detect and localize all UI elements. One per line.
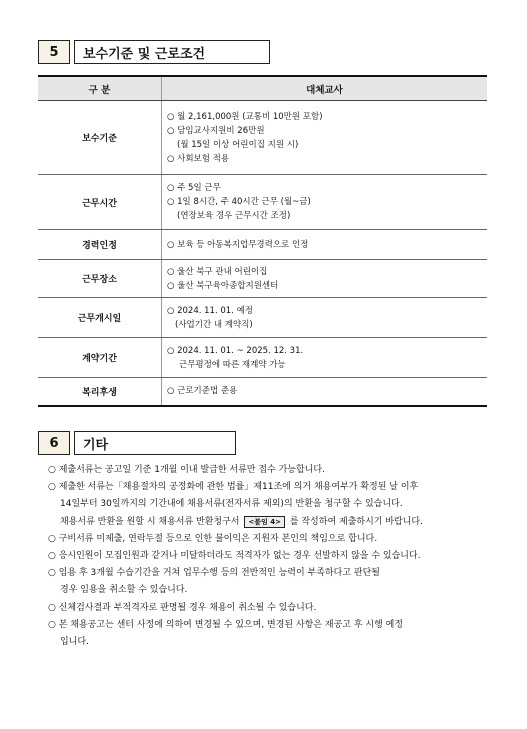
row-label: 계약기간 <box>38 338 162 378</box>
note-item: ○ 제출서류는 공고일 기준 1개월 이내 발급한 서류만 접수 가능합니다. <box>48 465 325 475</box>
value-line: (월 15일 이상 어린이집 지원 시) <box>177 139 299 150</box>
table-row <box>38 378 487 406</box>
value-line: ○ 월 2,161,000원 (교통비 10만원 포함) <box>167 111 323 122</box>
header-category: 구 분 <box>38 76 162 101</box>
section-5-header <box>38 40 270 64</box>
note-continuation: 14일부터 30일까지의 기간내에 채용서류(전자서류 제외)의 반환을 청구할 수 있습니다. <box>60 499 403 510</box>
notes-list <box>48 462 488 651</box>
table-row <box>38 175 487 230</box>
note-continuation: 경우 임용을 취소할 수 있습니다. <box>60 585 188 596</box>
note-item: ○ 신체검사결과 부적격자로 판명될 경우 채용이 취소될 수 있습니다. <box>48 602 317 613</box>
value-line: (사업기간 내 계약직) <box>175 319 253 330</box>
value-line: ○ 사회보험 적용 <box>167 153 230 164</box>
row-label: 보수기준 <box>38 101 162 175</box>
row-label: 근무시간 <box>38 175 162 230</box>
value-line: ○ 2024. 11. 01. 예정 <box>167 305 254 316</box>
table-header-row <box>38 76 487 101</box>
table-row <box>38 260 487 298</box>
note-text: 를 작성하여 제출하시기 바랍니다. <box>289 516 423 527</box>
row-value <box>162 378 488 406</box>
value-line: (연장보육 경우 근무시간 조정) <box>177 211 291 221</box>
row-label: 근무개시일 <box>38 298 162 338</box>
value-line: 근무평정에 따른 재계약 가능 <box>179 359 286 370</box>
note-item: ○ 본 채용공고는 센터 사정에 의하여 변경될 수 있으며, 변경된 사항은 재공고 후 시행 예정 <box>48 619 404 630</box>
section-title: 기타 <box>74 431 236 455</box>
attachment-badge: <붙임 4> <box>244 516 285 528</box>
row-value <box>162 230 488 260</box>
note-item: ○ 임용 후 3개월 수습기간을 거쳐 업무수행 등의 전반적인 능력이 부족하다고 판단될 <box>48 568 380 579</box>
working-conditions-table <box>38 75 487 407</box>
value-line: ○ 근로기준법 준용 <box>167 386 238 397</box>
row-value <box>162 260 488 298</box>
table-row <box>38 298 487 338</box>
row-value <box>162 101 488 175</box>
row-value <box>162 298 488 338</box>
note-item: ○ 응시인원이 모집인원과 같거나 미달하더라도 적격자가 없는 경우 선발하지 않을 수 있습니다. <box>48 551 421 562</box>
value-line: ○ 담임교사지원비 26만원 <box>167 125 265 136</box>
value-line: ○ 울산 북구육아종합지원센터 <box>167 280 279 291</box>
row-label: 경력인정 <box>38 230 162 260</box>
value-line: ○ 1일 8시간, 주 40시간 근무 (월~금) <box>167 197 311 207</box>
table-row <box>38 338 487 378</box>
table-row <box>38 230 487 260</box>
row-label: 근무장소 <box>38 260 162 298</box>
note-continuation <box>48 514 488 531</box>
value-line: ○ 주 5일 근무 <box>167 183 221 193</box>
row-value <box>162 338 488 378</box>
note-text: 채용서류 반환을 원할 시 채용서류 반환청구서 <box>60 516 240 527</box>
note-continuation: 입니다. <box>60 637 89 648</box>
value-line: ○ 보육 등 아동복지업무경력으로 인정 <box>167 239 309 250</box>
note-item: ○ 구비서류 미제출, 연락두절 등으로 인한 불이익은 지원자 본인의 책임으로 합니다. <box>48 533 378 544</box>
table-row <box>38 101 487 175</box>
value-line: ○ 2024. 11. 01. ~ 2025. 12. 31. <box>167 345 304 356</box>
section-6-header <box>38 431 236 455</box>
row-label: 복리후생 <box>38 378 162 406</box>
section-number: 6 <box>38 431 70 455</box>
section-number: 5 <box>38 40 70 64</box>
section-title: 보수기준 및 근로조건 <box>74 40 270 64</box>
note-item: ○ 제출한 서류는「채용절차의 공정화에 관한 법률」제11조에 의거 채용여부가 확정된 날 이후 <box>48 482 419 493</box>
row-value <box>162 175 488 230</box>
value-line: ○ 울산 북구 관내 어린이집 <box>167 266 268 277</box>
header-substitute-teacher: 대체교사 <box>162 76 488 101</box>
